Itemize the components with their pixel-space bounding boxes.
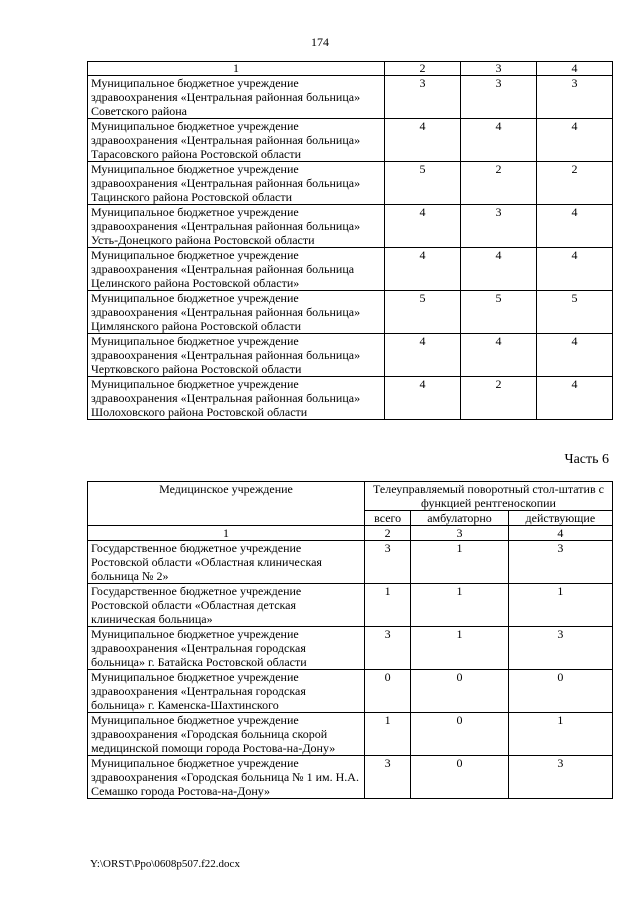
column-index-4: 4 <box>537 62 613 76</box>
table-row <box>88 541 613 584</box>
value-cell: 3 <box>365 541 411 584</box>
footer-file-path: Y:\ORST\Ppo\0608p507.f22.docx <box>90 858 240 870</box>
value-cell: 3 <box>537 76 613 119</box>
value-cell: 3 <box>365 756 411 799</box>
subheader-outpatient: амбулаторно <box>411 511 508 526</box>
value-cell: 1 <box>365 713 411 756</box>
institution-name: Государственное бюджетное учреждение Ростовской области «Областная детская клиническая больница» <box>88 584 365 627</box>
institution-name: Муниципальное бюджетное учреждение здравоохранения «Центральная районная больница» Тацинского района Ростовской области <box>88 162 385 205</box>
value-cell: 0 <box>365 670 411 713</box>
table-part-5 <box>87 61 613 420</box>
table-row <box>88 162 613 205</box>
value-cell: 4 <box>385 119 461 162</box>
institution-name: Муниципальное бюджетное учреждение здравоохранения «Центральная районная больница» Шолоховского района Ростовской области <box>88 377 385 420</box>
value-cell: 4 <box>385 334 461 377</box>
value-cell: 1 <box>411 584 508 627</box>
column-index-4: 4 <box>508 526 612 541</box>
subheader-total: всего <box>365 511 411 526</box>
value-cell: 2 <box>461 377 537 420</box>
value-cell: 0 <box>411 713 508 756</box>
table-row <box>88 670 613 713</box>
value-cell: 3 <box>461 76 537 119</box>
value-cell: 3 <box>461 205 537 248</box>
column-index-1: 1 <box>88 526 365 541</box>
table-index-row <box>88 526 613 541</box>
table-row <box>88 119 613 162</box>
table-header-row <box>88 62 613 76</box>
value-cell: 0 <box>411 756 508 799</box>
institution-name: Муниципальное бюджетное учреждение здравоохранения «Городская больница № 1 им. Н.А. Семашко города Ростова-на-Дону» <box>88 756 365 799</box>
subheader-active: действующие <box>508 511 612 526</box>
value-cell: 4 <box>537 248 613 291</box>
equipment-group-header: Телеуправляемый поворотный стол-штатив с функцией рентгеноскопии <box>365 482 613 511</box>
institution-name: Муниципальное бюджетное учреждение здравоохранения «Городская больница скорой медицинской помощи города Ростова-на-Дону» <box>88 713 365 756</box>
value-cell: 4 <box>537 119 613 162</box>
value-cell: 0 <box>508 670 612 713</box>
value-cell: 1 <box>508 584 612 627</box>
value-cell: 3 <box>508 756 612 799</box>
column-index-3: 3 <box>461 62 537 76</box>
page-number: 174 <box>311 35 329 49</box>
value-cell: 4 <box>537 205 613 248</box>
value-cell: 1 <box>365 584 411 627</box>
institution-name: Муниципальное бюджетное учреждение здравоохранения «Центральная городская больница» г. Батайска Ростовской области <box>88 627 365 670</box>
value-cell: 4 <box>385 205 461 248</box>
table-row <box>88 627 613 670</box>
part-title: Часть 6 <box>564 452 609 467</box>
table-row <box>88 584 613 627</box>
table-row <box>88 291 613 334</box>
value-cell: 3 <box>365 627 411 670</box>
table-row <box>88 756 613 799</box>
column-index-2: 2 <box>365 526 411 541</box>
institution-name: Муниципальное бюджетное учреждение здравоохранения «Центральная районная больница» Советского района <box>88 76 385 119</box>
institution-name: Муниципальное бюджетное учреждение здравоохранения «Центральная районная больница» Тарасовского района Ростовской области <box>88 119 385 162</box>
value-cell: 4 <box>385 248 461 291</box>
value-cell: 2 <box>461 162 537 205</box>
value-cell: 4 <box>385 377 461 420</box>
value-cell: 1 <box>508 713 612 756</box>
institution-name: Муниципальное бюджетное учреждение здравоохранения «Центральная районная больница Целинского района Ростовской области» <box>88 248 385 291</box>
table-part-6 <box>87 481 613 799</box>
value-cell: 5 <box>385 291 461 334</box>
column-index-3: 3 <box>411 526 508 541</box>
table-row <box>88 377 613 420</box>
column-index-1: 1 <box>88 62 385 76</box>
value-cell: 5 <box>461 291 537 334</box>
value-cell: 2 <box>537 162 613 205</box>
value-cell: 4 <box>537 334 613 377</box>
column-index-2: 2 <box>385 62 461 76</box>
table-row <box>88 205 613 248</box>
institution-name: Муниципальное бюджетное учреждение здравоохранения «Центральная районная больница» Чертковского района Ростовской области <box>88 334 385 377</box>
table-header-row <box>88 482 613 511</box>
value-cell: 1 <box>411 627 508 670</box>
value-cell: 1 <box>411 541 508 584</box>
value-cell: 3 <box>508 627 612 670</box>
value-cell: 5 <box>537 291 613 334</box>
institution-name: Муниципальное бюджетное учреждение здравоохранения «Центральная городская больница» г. Каменска-Шахтинского <box>88 670 365 713</box>
institution-name: Муниципальное бюджетное учреждение здравоохранения «Центральная районная больница» Цимлянского района Ростовской области <box>88 291 385 334</box>
value-cell: 0 <box>411 670 508 713</box>
value-cell: 4 <box>461 119 537 162</box>
table-row <box>88 713 613 756</box>
table-row <box>88 334 613 377</box>
value-cell: 4 <box>461 248 537 291</box>
value-cell: 5 <box>385 162 461 205</box>
value-cell: 4 <box>537 377 613 420</box>
institution-column-header: Медицинское учреждение <box>88 482 365 526</box>
institution-name: Государственное бюджетное учреждение Ростовской области «Областная клиническая больница № 2» <box>88 541 365 584</box>
table-row <box>88 248 613 291</box>
value-cell: 3 <box>385 76 461 119</box>
table-row <box>88 76 613 119</box>
value-cell: 3 <box>508 541 612 584</box>
value-cell: 4 <box>461 334 537 377</box>
institution-name: Муниципальное бюджетное учреждение здравоохранения «Центральная районная больница» Усть-Донецкого района Ростовской области <box>88 205 385 248</box>
